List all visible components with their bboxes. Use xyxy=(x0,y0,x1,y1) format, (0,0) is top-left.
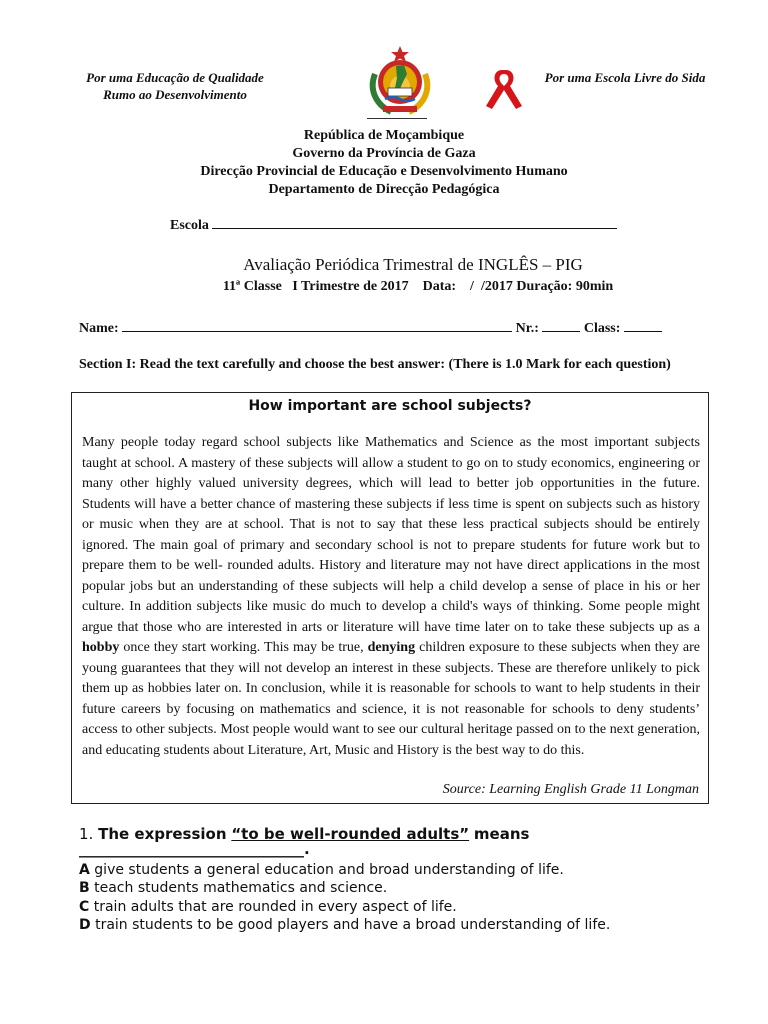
motto-left-line-1: Por uma Educação de Qualidade xyxy=(86,70,264,85)
motto-left-line-2: Rumo ao Desenvolvimento xyxy=(103,87,247,102)
option-text: train adults that are rounded in every aspect of life. xyxy=(93,898,457,915)
passage-box xyxy=(71,392,709,804)
passage-part-3: children exposure to these subjects when they are young guarantees that they will not develop an interest in these subjects. These are therefore unlikely to pick them up as hobbies later on. In conclusion, while it is reasonable for schools to want to help students in their future careers by focusing on mathematics and science, it is not reasonable for schools to deny students’ access to other subjects. Most people would want to see our cultural heritage passed on to the next generation, and educating students about Literature, Art, Music and History is the best way to do this. xyxy=(82,640,700,758)
header-directorate: Direcção Provincial de Educação e Desenvolvimento Humano xyxy=(200,164,568,179)
option-text: train students to be good players and have a broad understanding of life. xyxy=(95,916,611,933)
passage-title: How important are school subjects? xyxy=(248,398,532,414)
question-1-options xyxy=(79,861,610,934)
school-field[interactable] xyxy=(170,217,617,234)
name-label: Name: xyxy=(79,321,119,336)
option-text: teach students mathematics and science. xyxy=(94,880,388,897)
question-number: 1. xyxy=(79,825,94,843)
option-letter: D xyxy=(79,916,91,933)
student-info-line xyxy=(79,320,662,337)
coat-of-arms-icon xyxy=(363,44,437,118)
motto-left xyxy=(60,69,290,103)
header-republic: República de Moçambique xyxy=(303,128,465,143)
passage-part-2: once they start working. This may be true, xyxy=(119,640,368,655)
passage-source: Source: Learning English Grade 11 Longman xyxy=(442,782,699,797)
passage-text xyxy=(82,433,700,761)
exam-subtitle: 11ª Classe I Trimestre de 2017 Data: / /2017 Duração: 90min xyxy=(222,279,614,294)
option-letter: B xyxy=(79,880,90,897)
emblem-underline xyxy=(367,118,427,119)
header-department: Departamento de Direcção Pedagógica xyxy=(268,182,500,197)
passage-keyword-denying: denying xyxy=(367,640,416,655)
section-instruction: Section I: Read the text carefully and choose the best answer: (There is 1.0 Mark for each question) xyxy=(79,357,671,372)
motto-right: Por uma Escola Livre do Sida xyxy=(544,70,706,85)
option-b[interactable] xyxy=(79,879,610,897)
name-blank[interactable] xyxy=(122,320,512,332)
passage-keyword-hobby: hobby xyxy=(82,640,120,655)
question-phrase: “to be well-rounded adults” xyxy=(231,825,470,843)
class-label: Class: xyxy=(583,321,621,336)
number-label: Nr.: xyxy=(515,321,539,336)
header-government: Governo da Província de Gaza xyxy=(292,146,476,161)
question-1-blank[interactable]: ______________________________. xyxy=(79,840,310,858)
option-letter: A xyxy=(79,862,90,878)
option-a[interactable] xyxy=(79,861,610,879)
passage-part-1: Many people today regard school subjects like Mathematics and Science as the most important subjects taught at school. A mastery of these subjects will allow a student to go on to study economics, engineering or many other highly valued university degrees, which will lead to better job opportunities in the future. Students will have a better chance of mastering these subjects if less time is spent on subjects such as history or music when they are at school. That is not to say that these less practical subjects should be entirely ignored. The main goal of primary and secondary school is not to prepare students for future work but to prepare them to be well- rounded adults. History and literature may not have direct applications in the most popular jobs but an understanding of these subjects will help a child develop a sense of place in his or her culture. In addition subjects like music do much to develop a child's ways of thinking. Some people might argue that those who are interested in arts or literature will have time later on to take these subjects up as a xyxy=(82,435,700,635)
question-suffix: means xyxy=(473,825,530,843)
option-d[interactable] xyxy=(79,916,610,934)
option-text: give students a general education and broad understanding of life. xyxy=(94,862,564,878)
class-blank[interactable] xyxy=(624,320,662,332)
number-blank[interactable] xyxy=(542,320,580,332)
exam-title: Avaliação Periódica Trimestral de INGLÊS – PIG xyxy=(243,255,583,274)
question-prefix: The expression xyxy=(98,825,227,843)
school-label: Escola xyxy=(170,218,209,233)
school-blank[interactable] xyxy=(212,217,617,229)
option-c[interactable] xyxy=(79,898,610,916)
option-letter: C xyxy=(79,898,90,915)
